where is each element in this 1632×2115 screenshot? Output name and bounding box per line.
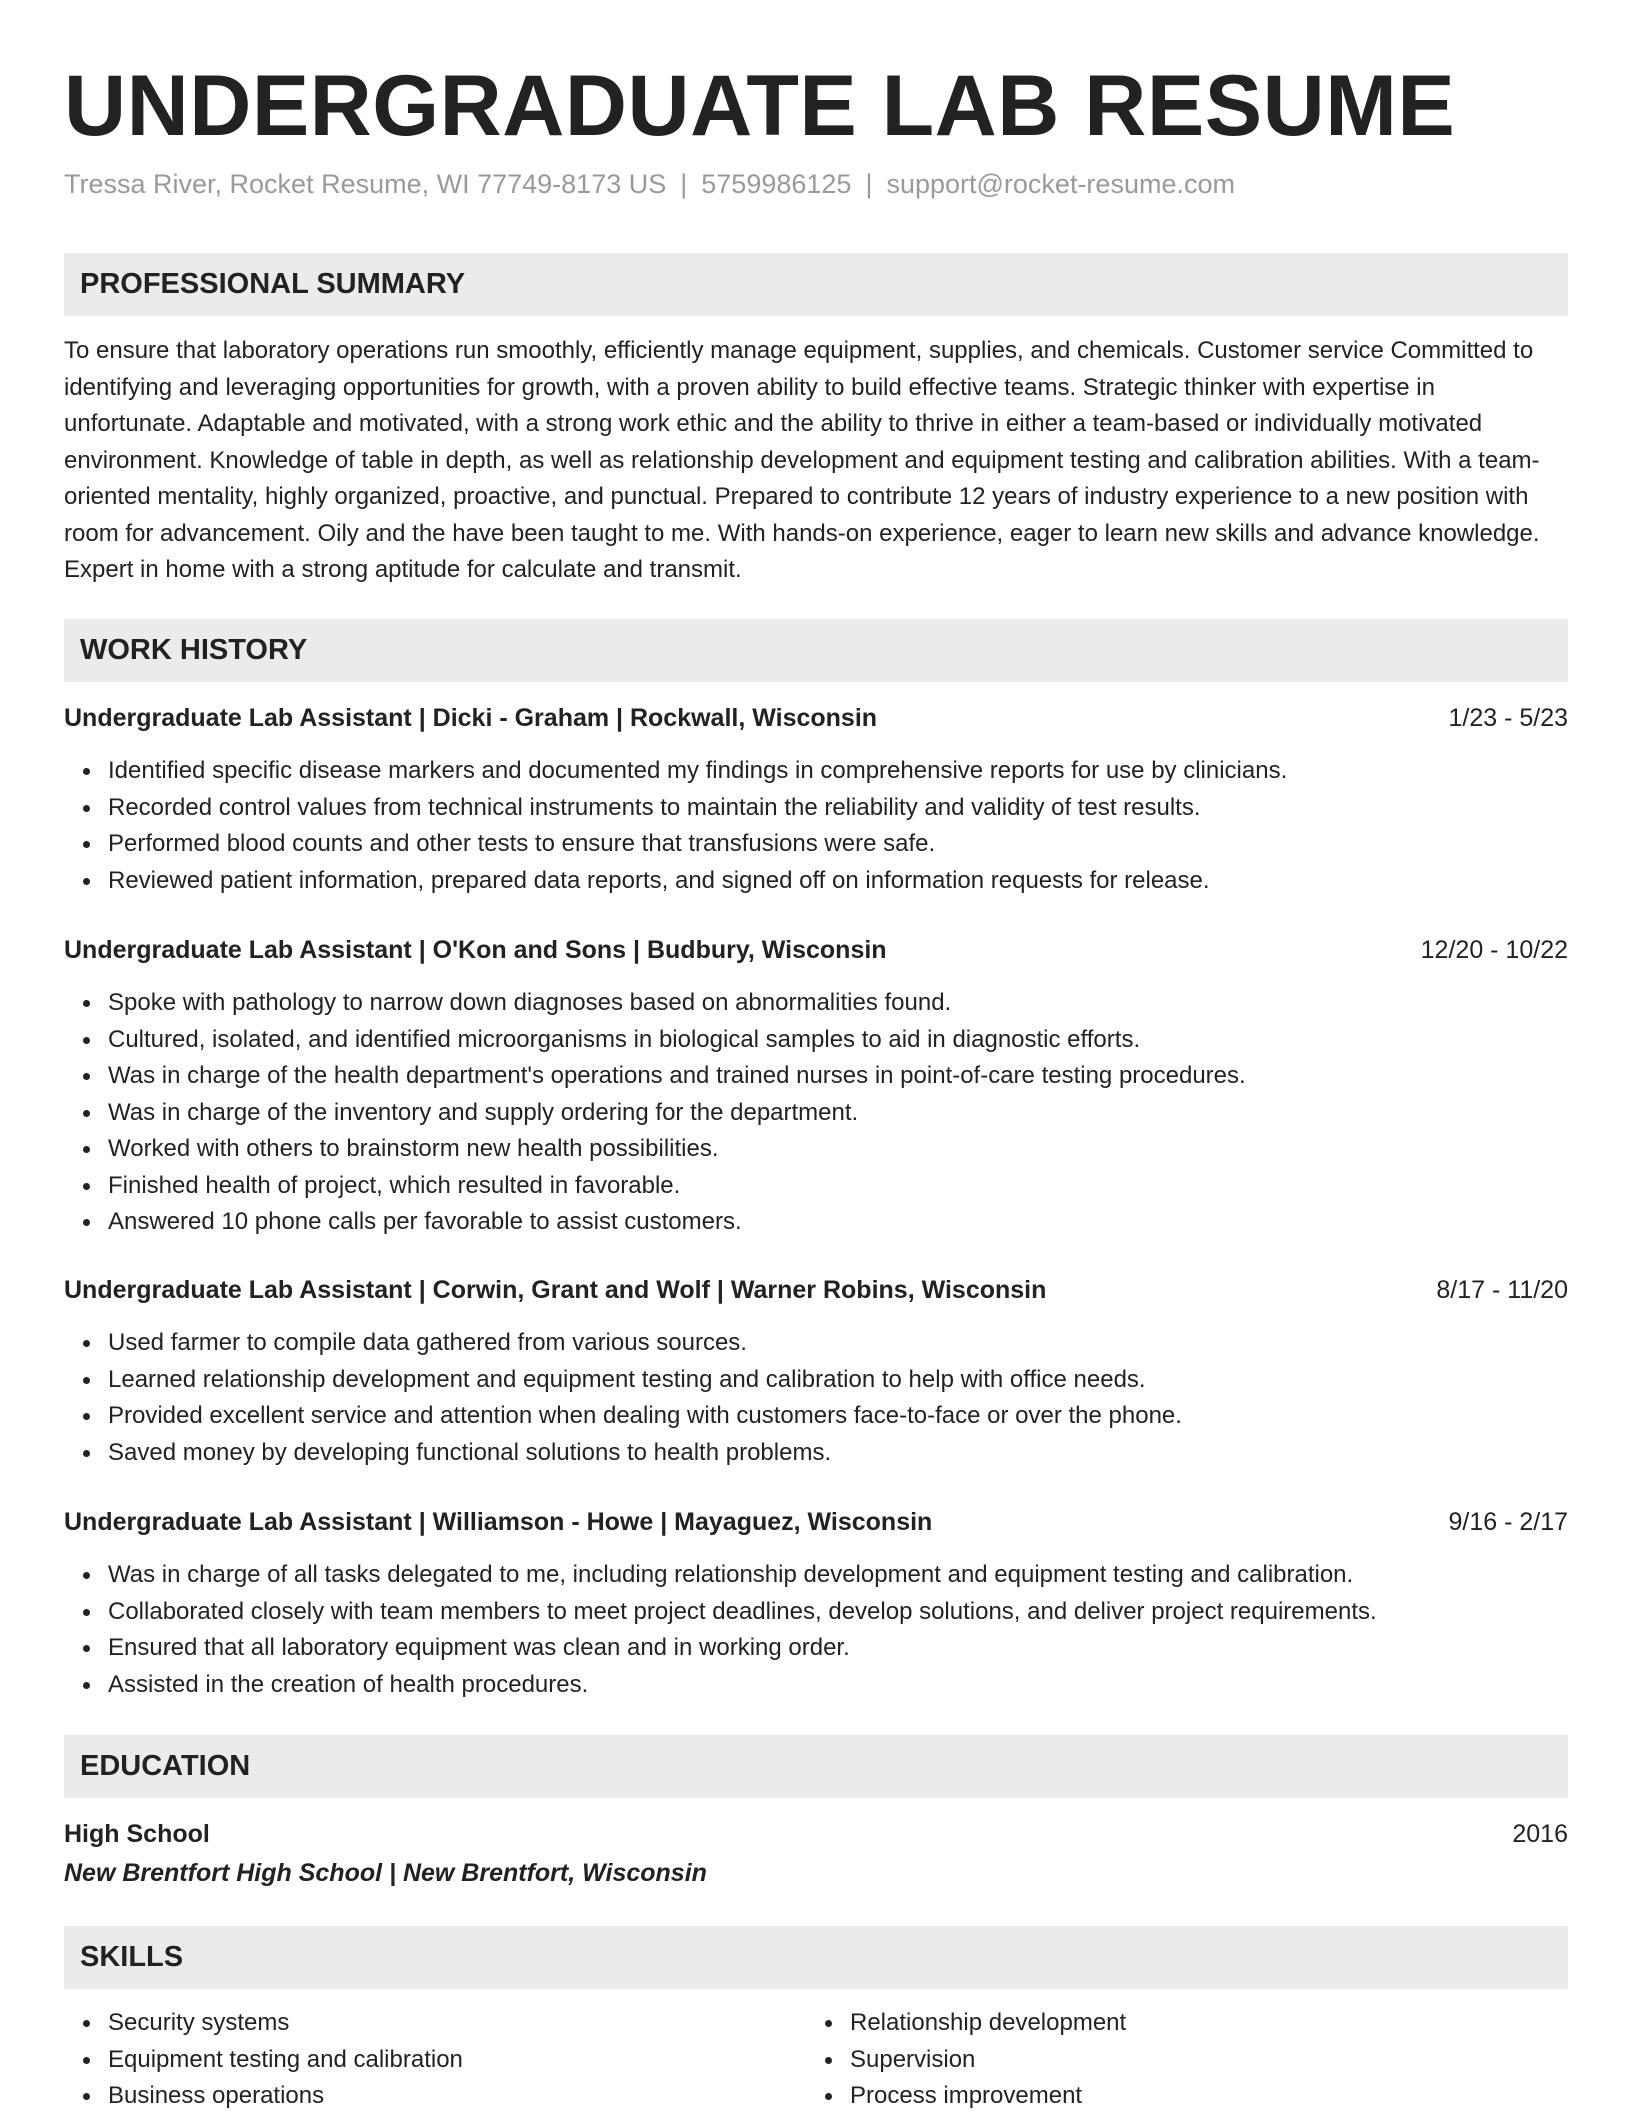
bullet-text: Ensured that all laboratory equipment was clean and in working order. [108, 1634, 850, 1661]
bullet-text: Was in charge of all tasks delegated to me, including relationship development and equipment testing and calibration. [108, 1561, 1354, 1588]
bullet-icon [83, 1073, 90, 1080]
bullet-text: Collaborated closely with team members to meet project deadlines, develop solutions, and deliver project requirements. [108, 1597, 1377, 1625]
bullet-icon [83, 768, 90, 775]
job-title: Undergraduate Lab Assistant | Dicki - Graham | Rockwall, Wisconsin [64, 704, 878, 732]
job-header [64, 1504, 1568, 1540]
education-heading: EDUCATION [80, 1750, 251, 1782]
bullet-text: Was in charge of the health department's operations and trained nurses in point-of-care testing procedures. [108, 1062, 1246, 1089]
work-heading: WORK HISTORY [80, 634, 308, 666]
bullet-icon [83, 1000, 90, 1007]
bullet-text: Finished health of project, which resulted in favorable. [108, 1171, 681, 1199]
list-item [108, 1362, 1568, 1399]
bullet-icon [83, 1340, 90, 1347]
job-header [64, 932, 1568, 968]
bullet-icon [83, 805, 90, 812]
bullet-text: Performed blood counts and other tests to ensure that transfusions were safe. [108, 830, 936, 857]
bullet-text: Assisted in the creation of health procedures. [108, 1670, 589, 1698]
list-item [108, 753, 1568, 790]
job-header [64, 1272, 1568, 1308]
job-bullets [64, 1325, 1568, 1471]
bullet-text: Provided excellent service and attention when dealing with customers face-to-face or over the phone. [108, 1402, 1182, 1429]
bullet-icon [83, 2020, 90, 2027]
list-item [108, 2005, 764, 2042]
list-item [108, 790, 1568, 827]
list-item [108, 985, 1568, 1022]
skills-list-right [806, 2005, 1506, 2115]
list-item [108, 1095, 1568, 1132]
skills-section-header [64, 1926, 1568, 1989]
list-item [108, 2042, 764, 2079]
contact-line [64, 166, 1235, 202]
bullet-icon [83, 1450, 90, 1457]
bullet-icon [83, 1037, 90, 1044]
list-item [108, 1131, 1568, 1168]
education-section-header [64, 1735, 1568, 1798]
list-item [108, 1204, 1568, 1241]
education-year: 2016 [1512, 1820, 1568, 1848]
list-item [850, 2042, 1506, 2079]
skill-text: Supervision [850, 2045, 976, 2073]
education-school: New Brentfort High School | New Brentfort, Wisconsin [64, 1859, 707, 1887]
bullet-text: Learned relationship development and equipment testing and calibration to help with office needs. [108, 1365, 1146, 1393]
job-dates: 8/17 - 11/20 [1436, 1276, 1568, 1304]
bullet-text: Used farmer to compile data gathered from various sources. [108, 1329, 747, 1356]
skill-text: Business operations [108, 2082, 325, 2109]
bullet-icon [83, 878, 90, 885]
bullet-icon [83, 1645, 90, 1652]
list-item [850, 2078, 1506, 2115]
list-item [108, 2078, 764, 2115]
bullet-text: Was in charge of the inventory and supply ordering for the department. [108, 1098, 859, 1126]
job-title: Undergraduate Lab Assistant | Williamson - Howe | Mayaguez, Wisconsin [64, 1508, 933, 1536]
job-header [64, 700, 1568, 736]
summary-text: To ensure that laboratory operations run smoothly, efficiently manage equipment, supplies, and chemicals. Customer service Committed to identifying and leveraging opportunities for growth, with a proven ability to build effective teams. Strategic thinker with expertise in unfortunate. Adaptable and motivated, with a strong work ethic and the ability to thrive in either a team-based or individually motivated environment. Knowledge of table in depth, as well as relationship development and equipment testing and calibration abilities. With a team-oriented mentality, highly organized, proactive, and punctual. Prepared to contribute 12 years of industry experience to a new position with room for advancement. Oily and the have been taught to me. With hands-on experience, eager to learn new skills and advance knowledge. Expert in home with a strong aptitude for calculate and transmit. [64, 337, 1540, 583]
list-item [108, 1168, 1568, 1205]
job-title: Undergraduate Lab Assistant | O'Kon and Sons | Budbury, Wisconsin [64, 936, 887, 964]
skills-heading: SKILLS [80, 1941, 184, 1973]
summary-heading: PROFESSIONAL SUMMARY [80, 268, 466, 300]
skill-text: Process improvement [850, 2082, 1083, 2109]
list-item [108, 1667, 1568, 1704]
bullet-icon [83, 1183, 90, 1190]
education-degree: High School [64, 1820, 210, 1848]
job-dates: 12/20 - 10/22 [1420, 936, 1568, 964]
contact-phone: 5759986125 [701, 169, 852, 199]
bullet-icon [825, 2057, 832, 2064]
list-item [108, 1058, 1568, 1095]
bullet-icon [83, 1219, 90, 1226]
job-bullets [64, 1557, 1568, 1703]
bullet-icon [83, 1609, 90, 1616]
work-section-header [64, 619, 1568, 682]
contact-address: Tressa River, Rocket Resume, WI 77749-8173 US [64, 169, 667, 199]
bullet-icon [83, 2093, 90, 2100]
bullet-icon [825, 2020, 832, 2027]
bullet-icon [83, 1682, 90, 1689]
resume-title: UNDERGRADUATE LAB RESUME [64, 58, 1456, 154]
bullet-icon [83, 1146, 90, 1153]
bullet-icon [83, 1572, 90, 1579]
contact-separator: | [865, 169, 873, 199]
bullet-text: Spoke with pathology to narrow down diagnoses based on abnormalities found. [108, 989, 952, 1016]
list-item [108, 863, 1568, 900]
skill-text: Security systems [108, 2009, 290, 2036]
bullet-icon [83, 1110, 90, 1117]
list-item [108, 1594, 1568, 1631]
bullet-text: Answered 10 phone calls per favorable to assist customers. [108, 1208, 742, 1235]
skills-list-left [64, 2005, 764, 2115]
list-item [108, 826, 1568, 863]
skill-text: Relationship development [850, 2009, 1127, 2036]
list-item [108, 1398, 1568, 1435]
summary-section-header [64, 253, 1568, 316]
bullet-text: Saved money by developing functional solutions to health problems. [108, 1438, 832, 1466]
bullet-text: Reviewed patient information, prepared data reports, and signed off on information requests for release. [108, 866, 1210, 894]
contact-separator: | [680, 169, 688, 199]
list-item [108, 1325, 1568, 1362]
list-item [108, 1022, 1568, 1059]
list-item [850, 2005, 1506, 2042]
bullet-icon [825, 2093, 832, 2100]
job-bullets [64, 753, 1568, 899]
job-dates: 1/23 - 5/23 [1448, 704, 1568, 732]
bullet-icon [83, 1377, 90, 1384]
bullet-icon [83, 1413, 90, 1420]
list-item [108, 1630, 1568, 1667]
list-item [108, 1557, 1568, 1594]
job-bullets [64, 985, 1568, 1241]
job-dates: 9/16 - 2/17 [1448, 1508, 1568, 1536]
contact-email: support@rocket-resume.com [886, 169, 1235, 199]
bullet-text: Cultured, isolated, and identified microorganisms in biological samples to aid in diagnostic efforts. [108, 1025, 1141, 1053]
job-title: Undergraduate Lab Assistant | Corwin, Grant and Wolf | Warner Robins, Wisconsin [64, 1276, 1047, 1304]
bullet-text: Recorded control values from technical instruments to maintain the reliability and validity of test results. [108, 793, 1201, 821]
skill-text: Equipment testing and calibration [108, 2045, 463, 2073]
list-item [108, 1435, 1568, 1472]
bullet-text: Identified specific disease markers and documented my findings in comprehensive reports for use by clinicians. [108, 757, 1288, 784]
bullet-text: Worked with others to brainstorm new health possibilities. [108, 1135, 719, 1162]
education-degree-row [64, 1816, 1568, 1852]
bullet-icon [83, 2057, 90, 2064]
bullet-icon [83, 841, 90, 848]
